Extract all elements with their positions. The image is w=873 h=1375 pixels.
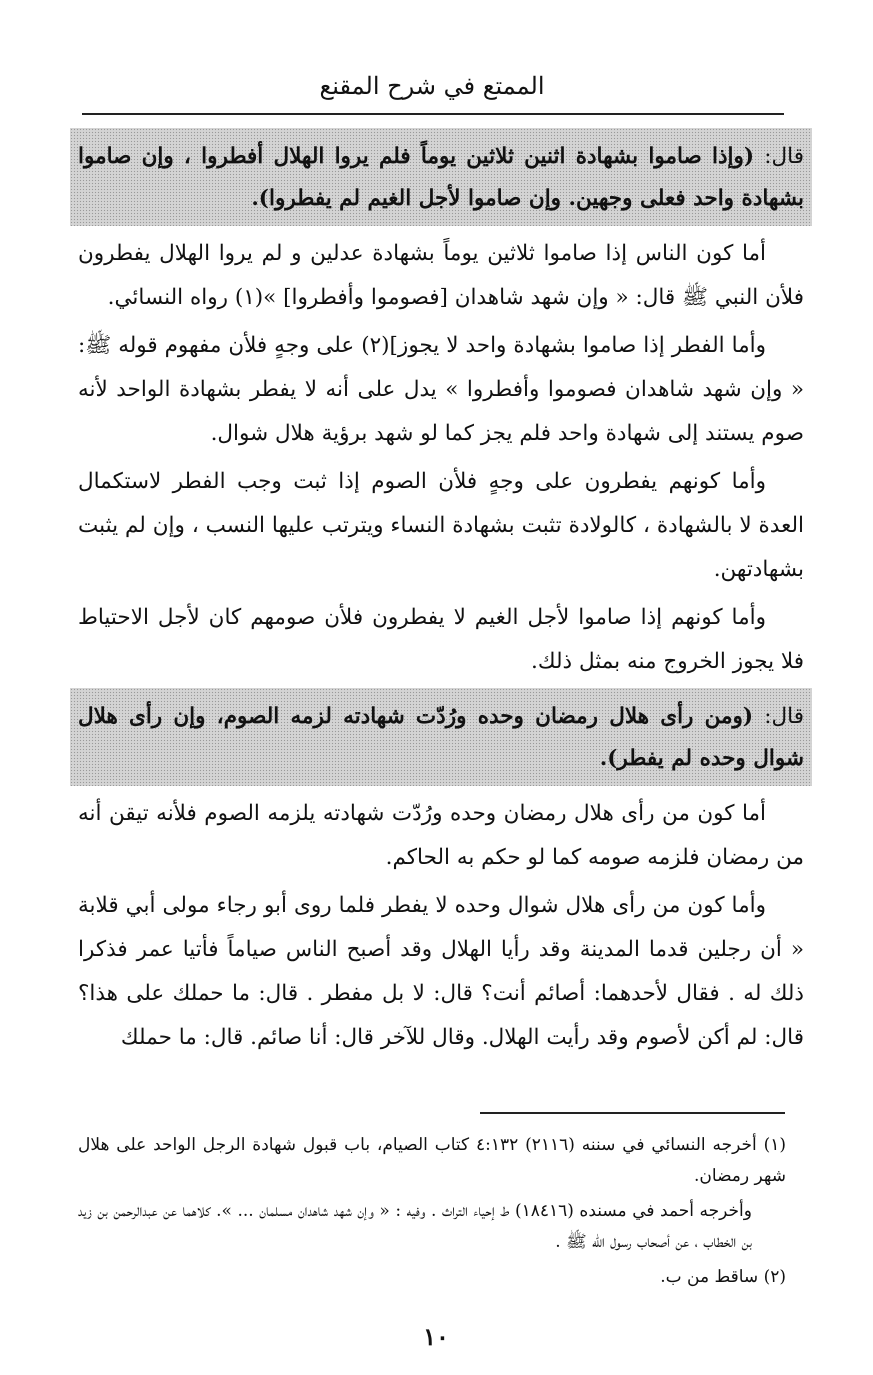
commentary-paragraph: وأما الفطر إذا صاموا بشهادة واحد لا يجوز](٢) على وجهٍ فلأن مفهوم قوله ﷺ: « وإن شهد شاهدان فصوموا وأفطروا » يدل على أنه لا يفطر بشهادة الواحد لأنه صوم يستند إلى شهادة واحد فلم يجز كما لو شهد برؤية هلال شوال. xyxy=(78,333,804,446)
footnote-continuation: وأخرجه أحمد في مسنده (١٨٤١٦) ط إحياء التراث . وفيه : « وإن شهد شاهدان مسلمان ... ». كلاهما عن عبدالرحمن بن زيد بن الخطاب ، عن أصحاب رسول الله ﷺ . xyxy=(78,1201,752,1252)
footnote: (٢) ساقط من ب. xyxy=(660,1267,786,1287)
footnote-rule xyxy=(480,1112,785,1114)
page-number: ١٠ xyxy=(423,1322,449,1351)
commentary-paragraph: وأما كون من رأى هلال شوال وحده لا يفطر فلما روى أبو رجاء مولى أبي قلابة « أن رجلين قدما المدينة وقد رأيا الهلال وقد أصبح الناس صياماً فأتيا عمر فذكرا ذلك له . فقال لأحدهما: أصائم أنت؟ قال: لا بل مفطر . قال: ما حملك على هذا؟ قال: لم أكن لأصوم وقد رأيت الهلال. وقال للآخر قال: أنا صائم. قال: ما حملك xyxy=(78,893,804,1050)
commentary-paragraph: أما كون الناس إذا صاموا ثلاثين يوماً بشهادة عدلين و لم يروا الهلال يفطرون فلأن النبي ﷺ قال: « وإن شهد شاهدان [فصوموا وأفطروا] »(١) رواه النسائي. xyxy=(78,241,804,310)
quote-prefix: قال: xyxy=(764,144,804,169)
header-rule xyxy=(82,113,784,115)
running-title: الممتع في شرح المقنع xyxy=(319,72,545,100)
footnote: (١) أخرجه النسائي في سننه (٢١١٦) ٤:١٣٢ كتاب الصيام، باب قبول شهادة الرجل الواحد على هلال شهر رمضان. xyxy=(78,1135,786,1186)
commentary-paragraph: وأما كونهم يفطرون على وجهٍ فلأن الصوم إذا ثبت وجب الفطر لاستكمال العدة لا بالشهادة ، كالولادة تثبت بشهادة النساء ويترتب عليها النسب ، وإن لم يثبت بشهادتهن. xyxy=(78,469,804,582)
main-text xyxy=(70,128,812,1064)
commentary-paragraph: أما كون من رأى هلال رمضان وحده ورُدّت شهادته يلزمه الصوم فلأنه تيقن أنه من رمضان فلزمه صومه كما لو حكم به الحاكم. xyxy=(78,801,804,870)
quote-text: (وإذا صاموا بشهادة اثنين ثلاثين يوماً فلم يروا الهلال أفطروا ، وإن صاموا بشهادة واحد فعلى وجهين. وإن صاموا لأجل الغيم لم يفطروا). xyxy=(78,144,804,211)
matn-quote-block xyxy=(70,128,812,226)
quote-text: (ومن رأى هلال رمضان وحده ورُدّت شهادته لزمه الصوم، وإن رأى هلال شوال وحده لم يفطر). xyxy=(78,704,804,771)
matn-quote-block xyxy=(70,688,812,786)
footnotes xyxy=(78,1130,786,1297)
commentary-paragraph: وأما كونهم إذا صاموا لأجل الغيم لا يفطرون فلأن صومهم كان لأجل الاحتياط فلا يجوز الخروج منه بمثل ذلك. xyxy=(78,605,804,674)
quote-prefix: قال: xyxy=(764,704,804,729)
